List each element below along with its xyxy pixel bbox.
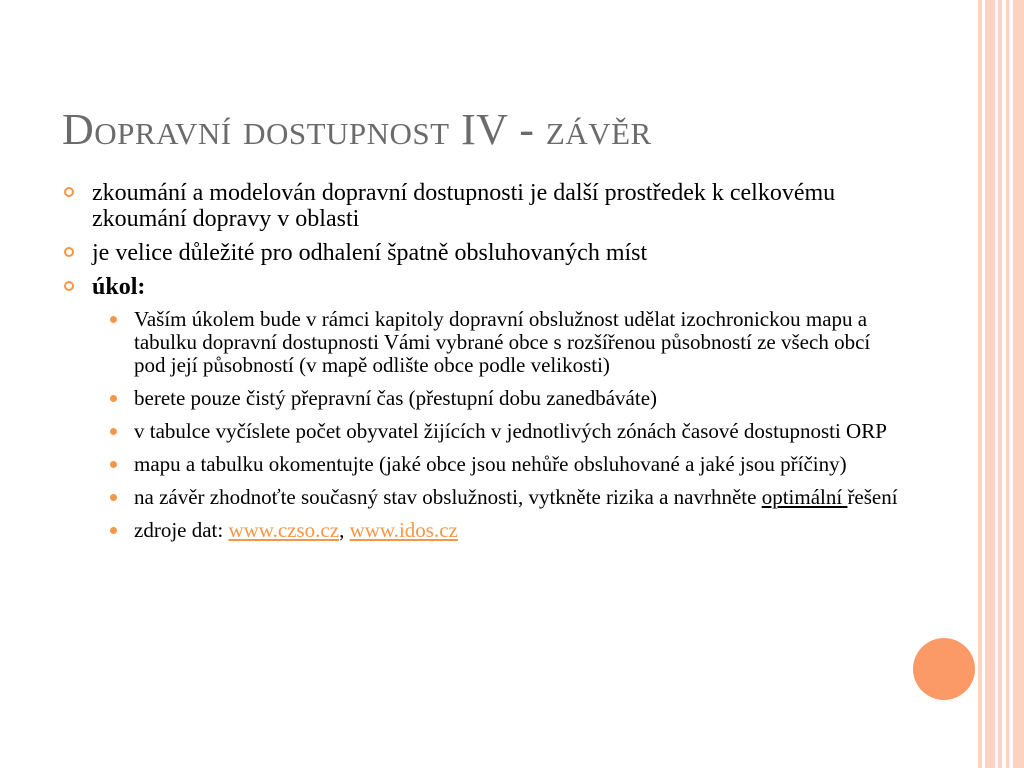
bullet-text-task: úkol: (92, 274, 146, 300)
subbullet-item (62, 308, 902, 377)
decor-stripe (1006, 0, 1009, 768)
subbullet-item (62, 453, 902, 476)
subbullet-item (62, 420, 902, 443)
subbullet-item (62, 387, 902, 410)
ring-bullet-icon (64, 247, 74, 257)
decor-stripe (998, 0, 1002, 768)
decor-stripe (985, 0, 995, 768)
ring-bullet-icon (64, 281, 74, 291)
dot-bullet-icon (110, 494, 117, 501)
bullet-item (62, 240, 902, 266)
subbullet-text-part: zdroje dat: (134, 518, 229, 542)
link-czso[interactable]: www.czso.cz (228, 518, 340, 542)
ring-bullet-icon (64, 187, 74, 197)
bullet-text: zkoumání a modelován dopravní dostupnosti je další prostředek k celkovému zkoumání dopravy v oblasti (92, 180, 836, 232)
decor-stripe (1013, 0, 1024, 768)
bullet-item (62, 180, 902, 232)
dot-bullet-icon (110, 395, 117, 402)
subbullet-text: mapu a tabulku okomentujte (jaké obce jsou nehůře obsluhované a jaké jsou příčiny) (134, 452, 847, 476)
dot-bullet-icon (110, 316, 117, 323)
subbullet-item (62, 486, 902, 509)
slide-title: Dopravní dostupnost IV - závěr (62, 105, 652, 154)
dot-bullet-icon (110, 527, 117, 534)
subbullet-text-part: řešení (847, 485, 898, 509)
subbullet-text: Vaším úkolem bude v rámci kapitoly dopravní obslužnost udělat izochronickou mapu a tabulku dopravní dostupnosti Vámi vybrané obce s rozšířenou působností ze všech obcí pod její působností (v mapě odlište obce podle velikosti) (134, 307, 871, 377)
subbullet-text: v tabulce vyčíslete počet obyvatel žijících v jednotlivých zónách časové dostupnosti ORP (134, 419, 887, 443)
link-separator: , (339, 518, 350, 542)
subbullet-text (134, 518, 458, 542)
underlined-word: optimální (761, 485, 848, 509)
bullet-item (62, 274, 902, 300)
subbullet-item (62, 519, 902, 542)
decor-stripe (978, 0, 982, 768)
link-idos[interactable]: www.idos.cz (349, 518, 458, 542)
bullet-text: je velice důležité pro odhalení špatně obsluhovaných míst (92, 240, 648, 266)
dot-bullet-icon (110, 428, 117, 435)
subbullet-text-part: na závěr zhodnoťte současný stav obslužnosti, vytkněte rizika a navrhněte (134, 485, 762, 509)
subbullet-text: berete pouze čistý přepravní čas (přestupní dobu zanedbáváte) (134, 386, 658, 410)
slide-content (62, 180, 902, 552)
decor-circle (913, 638, 975, 700)
subbullet-text (134, 485, 898, 509)
dot-bullet-icon (110, 461, 117, 468)
